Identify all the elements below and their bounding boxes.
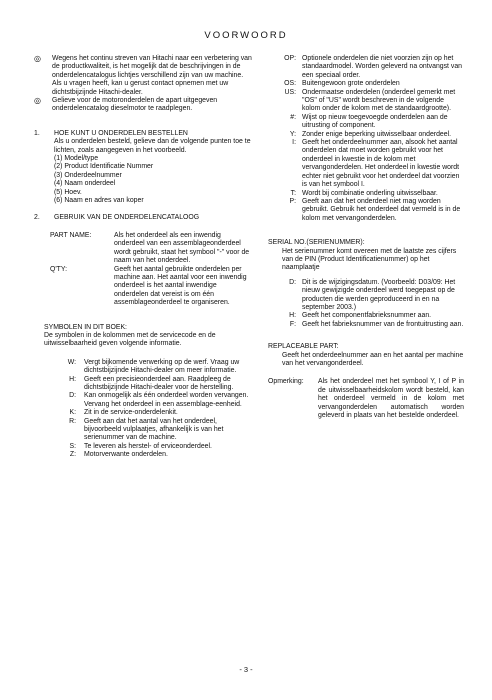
intro-paragraph [34,97,252,114]
symbol-key: T: [290,189,296,197]
page-number: - 3 - [239,665,253,674]
list-item [56,392,252,409]
bullet-circle-icon: ◎ [34,54,41,63]
section-heading: SYMBOLEN IN DIT BOEK: [44,323,127,331]
definition-desc: Als het onderdeel als een inwendig onderdeel van een assemblageonderdeel wordt gebruikt, staat het symbool "-" voor de naam van het onderdeel. [114,231,250,265]
page-title: VOORWOORD [204,30,288,41]
symbol-key: OS: [284,80,296,88]
symbol-desc: Geeft een precisieonderdeel aan. Raadpleeg de dichtstbijzijnde Hitachi-dealer voor de herstelling. [84,375,234,391]
section-number: 2. [34,213,40,221]
symbol-key: H: [289,312,296,320]
list-item [268,279,464,313]
symbol-desc: Zonder enige beperking uitwisselbaar onderdeel. [302,130,452,138]
list-item [268,131,464,139]
section-text: De symbolen in de kolommen met de servicecode en de uitwisselbaarheid geven volgende informatie. [44,331,216,348]
symbol-desc: Geeft aan dat het onderdeel niet mag worden gebruikt. Gebruik het onderdeel dat vermeld is in de kolom met vervangonderdelen. [302,197,461,222]
symbol-desc: Geeft aan dat het aantal van het onderdeel, bijvoorbeeld vulplaatjes, afhankelijk is van het serienummer van de machine. [84,417,224,442]
symbol-key: Y: [289,130,296,138]
list-item: (2) Product Identificatie Nummer [54,163,154,171]
right-column [268,55,464,420]
symbol-key: Z: [69,451,76,459]
symbol-desc: Buitengewoon grote onderdelen [302,80,400,88]
symbol-key: P: [289,197,296,205]
symbol-key: US: [284,88,296,96]
intro-text: Wegens het continu streven van Hitachi naar een verbetering van de productkwaliteit, is het mogelijk dat de beschrijvingen in de onderdelencatalogus lichtjes verschillend zijn van uw machine. Als u vragen heeft, kan u gerust contact opnemen met uw dichtstbijzijnde Hitachi-dealer. [52,55,252,96]
section-heading: GEBRUIK VAN DE ONDERDELENCATALOOG [54,213,200,221]
symbol-desc: Zit in de service-onderdelenkit. [84,409,178,417]
definition-term: Q'TY: [50,265,68,273]
list-item: (4) Naam onderdeel [54,180,116,188]
list-item [268,190,464,198]
list-item: (6) Naam en adres van koper [54,197,144,205]
section-heading: SERIAL NO.(SERIENUMMER): [268,239,365,247]
section-usage [34,214,252,222]
section-heading: HOE KUNT U ONDERDELEN BESTELLEN [54,129,188,137]
symbol-desc: Optionele onderdelen die niet voorzien zijn op het standaardmodel. Worden geleverd na ontvangst van een speciaal order. [302,55,462,79]
symbol-desc: Motorverwante onderdelen. [84,451,168,459]
list-item [56,451,252,459]
symbol-desc: Wijst op nieuw toegevoegde onderdelen aan de uitrusting of component. [302,113,448,130]
symbol-desc: Kan onmogelijk als één onderdeel worden vervangen. Vervang het onderdeel in een assemblage-eenheid. [84,392,249,408]
list-item [56,376,252,393]
list-item [56,409,252,417]
intro-paragraph [34,55,252,97]
section-text: Als u onderdelen besteld, gelieve dan de volgende punten toe te lichten, zoals aangegeven in het voorbeeld. [54,138,251,154]
list-item: (3) Onderdeelnummer [54,171,122,179]
symbol-desc: Ondermaatse onderdelen (onderdeel gemerkt met "OS" of "US" wordt beschreven in de volgende kolom onder de kolom met de standaardgrootte). [302,88,456,113]
symbol-key: D: [69,392,76,400]
list-item [268,312,464,320]
list-item [268,321,464,329]
symbol-key: S: [69,442,76,450]
symbol-desc: Geeft het onderdeelnummer aan, alsook het aantal onderdelen dat moet worden gebruikt voor het onderdeel in kwestie in de kolom met vervangonderdelen. Het onderdeel in kwestie wordt echter niet gebruikt voor het onderdeel dat voorzien is van het symbool I. [302,139,460,189]
list-item [268,139,464,189]
list-item [56,359,252,376]
symbol-key: #: [290,113,296,121]
list-item [268,55,464,80]
symbol-key: OP: [284,55,296,62]
section-text: Het serienummer komt overeen met de laatste zes cijfers van de PIN (Product Identificatienummer) op het naamplaatje [282,247,457,272]
definition-part-name [34,232,252,266]
symbol-key: D: [289,278,296,286]
symbol-desc: Vergt bijkomende verwerking op de werf. Vraag uw dichtstbijzijnde Hitachi-dealer om meer informatie. [84,358,240,375]
symbol-key: I: [292,139,296,147]
bullet-circle-icon: ◎ [34,96,41,106]
list-item [268,198,464,223]
note-label: Opmerking: [268,378,304,386]
symbol-desc: Te leveren als herstel- of erviceonderdeel. [84,442,212,450]
list-item [268,114,464,131]
note-text: Als het onderdeel met het symbool Y, I of P in de uitwisselbaarheidskolom wordt besteld, kan het onderdeel vermeld in de kolom met vervangonderdelen automatisch worden geleverd in plaats van het bestelde onderdeel. [318,378,464,420]
list-item [268,89,464,114]
section-heading: REPLACEABLE PART: [268,343,339,351]
definition-desc: Geeft het aantal gebruikte onderdelen per machine aan. Het aantal voor een inwendig onderdeel is het aantal inwendige onderdelen dat vereist is om één assemblageonderdeel te organiseren. [114,265,247,307]
list-item [268,80,464,88]
list-item [56,418,252,443]
symbols-list [34,359,252,460]
section-ordering [34,130,252,206]
list-item: (5) Hoev. [54,188,82,196]
symbol-desc: Dit is de wijzigingsdatum. (Voorbeeld: D03/09: Het nieuw gewijzigde onderdeel werd toegepast op de producten die werden geproduceerd in en na september 2003.) [302,278,456,311]
symbol-desc: Geeft het componentfabrieksnummer aan. [302,312,432,320]
left-column [34,55,252,460]
symbols-section [34,324,252,349]
section-number: 1. [34,129,40,137]
symbol-key: F: [289,320,296,328]
symbol-key: H: [69,375,76,383]
section-text: Geeft het onderdeelnummer aan en het aantal per machine van het vervangonderdeel. [282,351,464,367]
definition-qty [34,266,252,308]
intro-text: Gelieve voor de motoronderdelen de apart uitgegeven onderdelencatalog dieselmotor te raadplegen. [52,97,218,113]
symbol-key: R: [69,417,76,425]
symbol-key: W: [67,358,76,366]
symbol-desc: Wordt bij combinatie onderling uitwisselbaar. [302,189,438,197]
symbol-desc: Geeft het fabrieksnummer van de frontuitrusting aan. [302,320,464,328]
symbol-key: K: [69,409,76,417]
list-item [56,443,252,451]
definition-term: PART NAME: [50,231,92,239]
list-item: (1) Model/type [54,155,99,163]
note [268,378,464,420]
